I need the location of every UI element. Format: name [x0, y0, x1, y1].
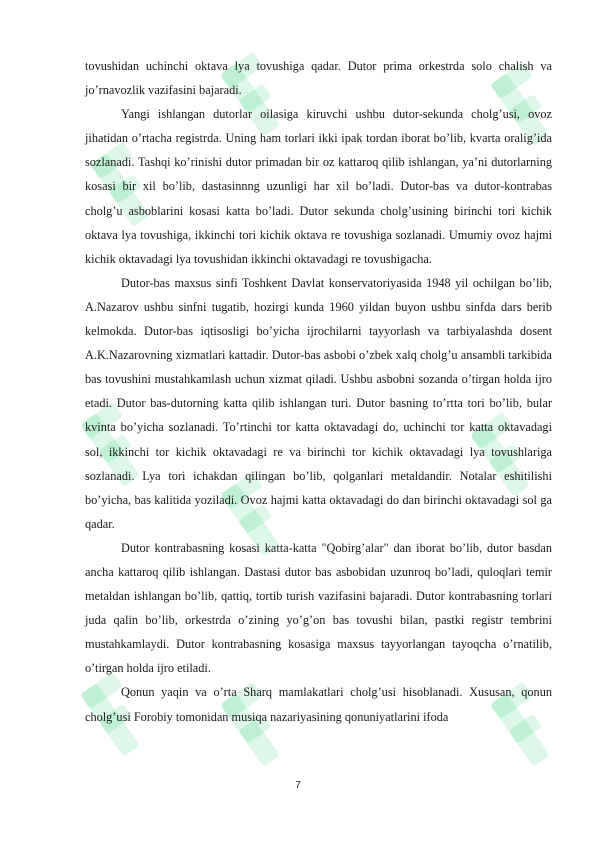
document-body — [85, 54, 552, 729]
paragraph-5: Qonun yaqin va o’rta Sharq mamlakatlari cholg’usi hisoblanadi. Xususan, qonun cholg’usi Forobiy tomonidan musiqa nazariyasining qonuniyatlarini ifoda — [85, 685, 552, 724]
page-number: 7 — [295, 780, 301, 791]
paragraph-4: Dutor kontrabasning kosasi katta-katta "Qobirg’alar" dan iborat bo’lib, dutor basdan ancha kattaroq qilib ishlangan. Dastasi dutor bas asbobidan uzunroq bo’ladi, quloqlari temir metaldan ishlangan bo’lib, qattiq, tortib turish vazifasini bajaradi. Dutor kontrabasning torlari juda qalin bo’lib, orkestrda o’zining yo’g’on bas tovushi bilan, pastki registr tembrini mustahkamlaydi. Dutor kontrabasning kosasiga maxsus tayyorlangan tayoqcha o’rnatilib, o’tirgan holda ijro etiladi. — [85, 540, 552, 676]
paragraph-1: tovushidan uchinchi oktava lya tovushiga qadar. Dutor prima orkestrda solo chalish va jo’rnavozlik vazifasini bajaradi. — [85, 59, 552, 98]
paragraph-2: Yangi ishlangan dutorlar oilasiga kiruvchi ushbu dutor-sekunda cholg’usi, ovoz jihatidan o’rtacha registrda. Uning ham torlari ikki ipak tordan iborat bo’lib, kvarta oralig’ida sozlanadi. Tashqi ko’rinishi dutor primadan bir oz kattaroq qilib ishlangan, ya’ni dutorlarning kosasi bir xil bo’lib, dastasinnng uzunligi har xil bo’ladi. Dutor-bas va dutor-kontrabas cholg’u asboblarini kosasi katta bo’ladi. Dutor sekunda cholg’usining birinchi tori kichik oktava lya tovushiga, ikkinchi tori kichik oktava re tovushiga sozlanadi. Umumiy ovoz hajmi kichik oktavadagi lya tovushidan ikkinchi oktavadagi re tovushigacha. — [85, 107, 552, 266]
paragraph-3: Dutor-bas maxsus sinfi Toshkent Davlat konservatoriyasida 1948 yil ochilgan bo’lib, A.Nazarov ushbu sinfni tugatib, hozirgi kunda 1960 yildan buyon ushbu sinfda dars berib kelmokda. Dutor-bas iqtisosligi bo’yicha ijrochilarni tayyorlash va tarbiyalashda dosent A.K.Nazarovning xizmatlari kattadir. Dutor-bas asbobi o’zbek xalq cholg’u ansambli tarkibida bas tovushini mustahkamlash uchun xizmat qiladi. Ushbu asbobni sozanda o’tirgan holda ijro etadi. Dutor bas-dutorning katta qilib ishlangan turi. Dutor basning to’rtta tori bo’lib, bular kvinta bo’yicha sozlanadi. To’rtinchi tor katta oktavadagi do, uchinchi tor katta oktavadagi sol, ikkinchi tor kichik oktavadagi re va birinchi tor kichik oktavadagi lya tovushlariga sozlanadi. Lya tori ichakdan qilingan bo’lib, qolganlari metaldandir. Notalar eshitilishi bo’yicha, bas kalitida yoziladi. Ovoz hajmi katta oktavadagi do dan birinchi oktavadagi sol ga qadar. — [85, 275, 552, 531]
